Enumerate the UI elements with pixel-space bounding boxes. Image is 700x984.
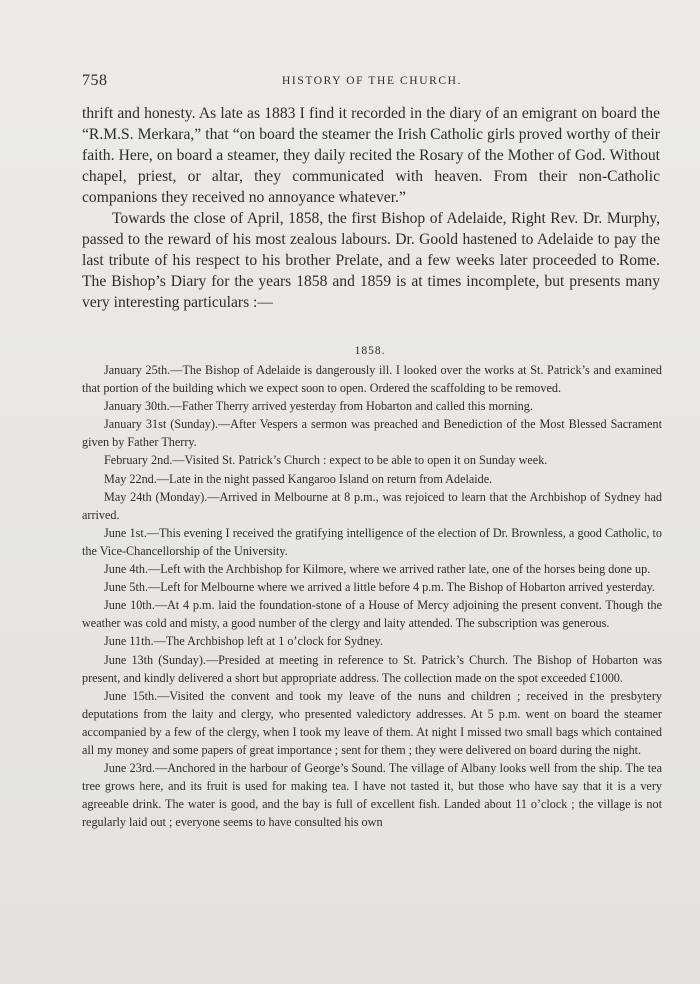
diary-entries: [82, 361, 662, 831]
diary-year-heading: 1858.: [354, 345, 386, 357]
diary-entry: June 1st.—This evening I received the gratifying intelligence of the election of Dr. Brownless, a good Catholic, to the Vice-Chancellorship of the University.: [82, 525, 662, 558]
diary-entry: January 30th.—Father Therry arrived yesterday from Hobarton and called this morning.: [104, 399, 533, 414]
diary-entry: June 4th.—Left with the Archbishop for Kilmore, where we arrived rather late, one of the horses being done up.: [104, 562, 651, 577]
paragraph: Towards the close of April, 1858, the first Bishop of Adelaide, Right Rev. Dr. Murphy, passed to the reward of his most zealous labours. Dr. Goold hastened to Adelaide to pay the last tribute of his respect to his brother Prelate, and a few weeks later proceeded to Rome. The Bishop’s Diary for the years 1858 and 1859 is at times incomplete, but presents many very interesting particulars :—: [82, 210, 660, 311]
diary-entry: June 23rd.—Anchored in the harbour of George’s Sound. The village of Albany looks well from the ship. The tea tree grows here, and its fruit is used for making tea. I have not tasted it, but those who have say that it is a very agreeable drink. The water is good, and the bay is full of excellent fish. Landed about 11 o’clock ; the village is not regularly laid out ; everyone seems to have consulted his own: [82, 761, 662, 830]
diary-entry: June 10th.—At 4 p.m. laid the foundation-stone of a House of Mercy adjoining the present convent. Though the weather was cold and misty, a good number of the clergy and laity attended. The subscription was generous.: [82, 598, 662, 631]
diary-entry: June 5th.—Left for Melbourne where we arrived a little before 4 p.m. The Bishop of Hobarton arrived yesterday.: [104, 580, 655, 595]
diary-entry: June 13th (Sunday).—Presided at meeting in reference to St. Patrick’s Church. The Bishop of Hobarton was present, and kindly delivered a short but appropriate address. The collection made on the spot exceeded £1000.: [82, 652, 662, 685]
diary-entry: June 15th.—Visited the convent and took my leave of the nuns and children ; received in the presbytery deputations from the laity and clergy, who presented valedictory addresses. At 5 p.m. went on board the steamer accompanied by a few of the clergy, when I took my leave of them. At night I missed two small bags which contained all my money and some papers of great importance ; sent for them ; they were delivered on board during the night.: [82, 688, 662, 757]
diary-entry: January 25th.—The Bishop of Adelaide is dangerously ill. I looked over the works at St. Patrick’s and examined that portion of the building which we expect soon to open. Ordered the scaffolding to be removed.: [82, 363, 662, 396]
page-number: 758: [82, 72, 108, 89]
diary-entry: January 31st (Sunday).—After Vespers a sermon was preached and Benediction of the Most Blessed Sacrament given by Father Therry.: [82, 417, 662, 450]
main-text: [82, 103, 660, 313]
page-header: [82, 72, 662, 92]
diary-entry: June 11th.—The Archbishop left at 1 o’clock for Sydney.: [104, 634, 384, 649]
diary-entry: May 24th (Monday).—Arrived in Melbourne at 8 p.m., was rejoiced to learn that the Archbishop of Sydney had arrived.: [82, 489, 662, 522]
running-title: HISTORY OF THE CHURCH.: [282, 75, 463, 87]
paragraph: thrift and honesty. As late as 1883 I find it recorded in the diary of an emigrant on board the “R.M.S. Merkara,” that “on board the steamer the Irish Catholic girls proved worthy of their faith. Here, on board a steamer, they daily recited the Rosary of the Mother of God. Without chapel, priest, or altar, they communicated with heaven. From their non-Catholic companions they received no annoyance whatever.”: [82, 105, 660, 206]
diary-entry: February 2nd.—Visited St. Patrick’s Church : expect to be able to open it on Sunday week.: [104, 453, 548, 468]
diary-entry: May 22nd.—Late in the night passed Kangaroo Island on return from Adelaide.: [104, 471, 493, 486]
